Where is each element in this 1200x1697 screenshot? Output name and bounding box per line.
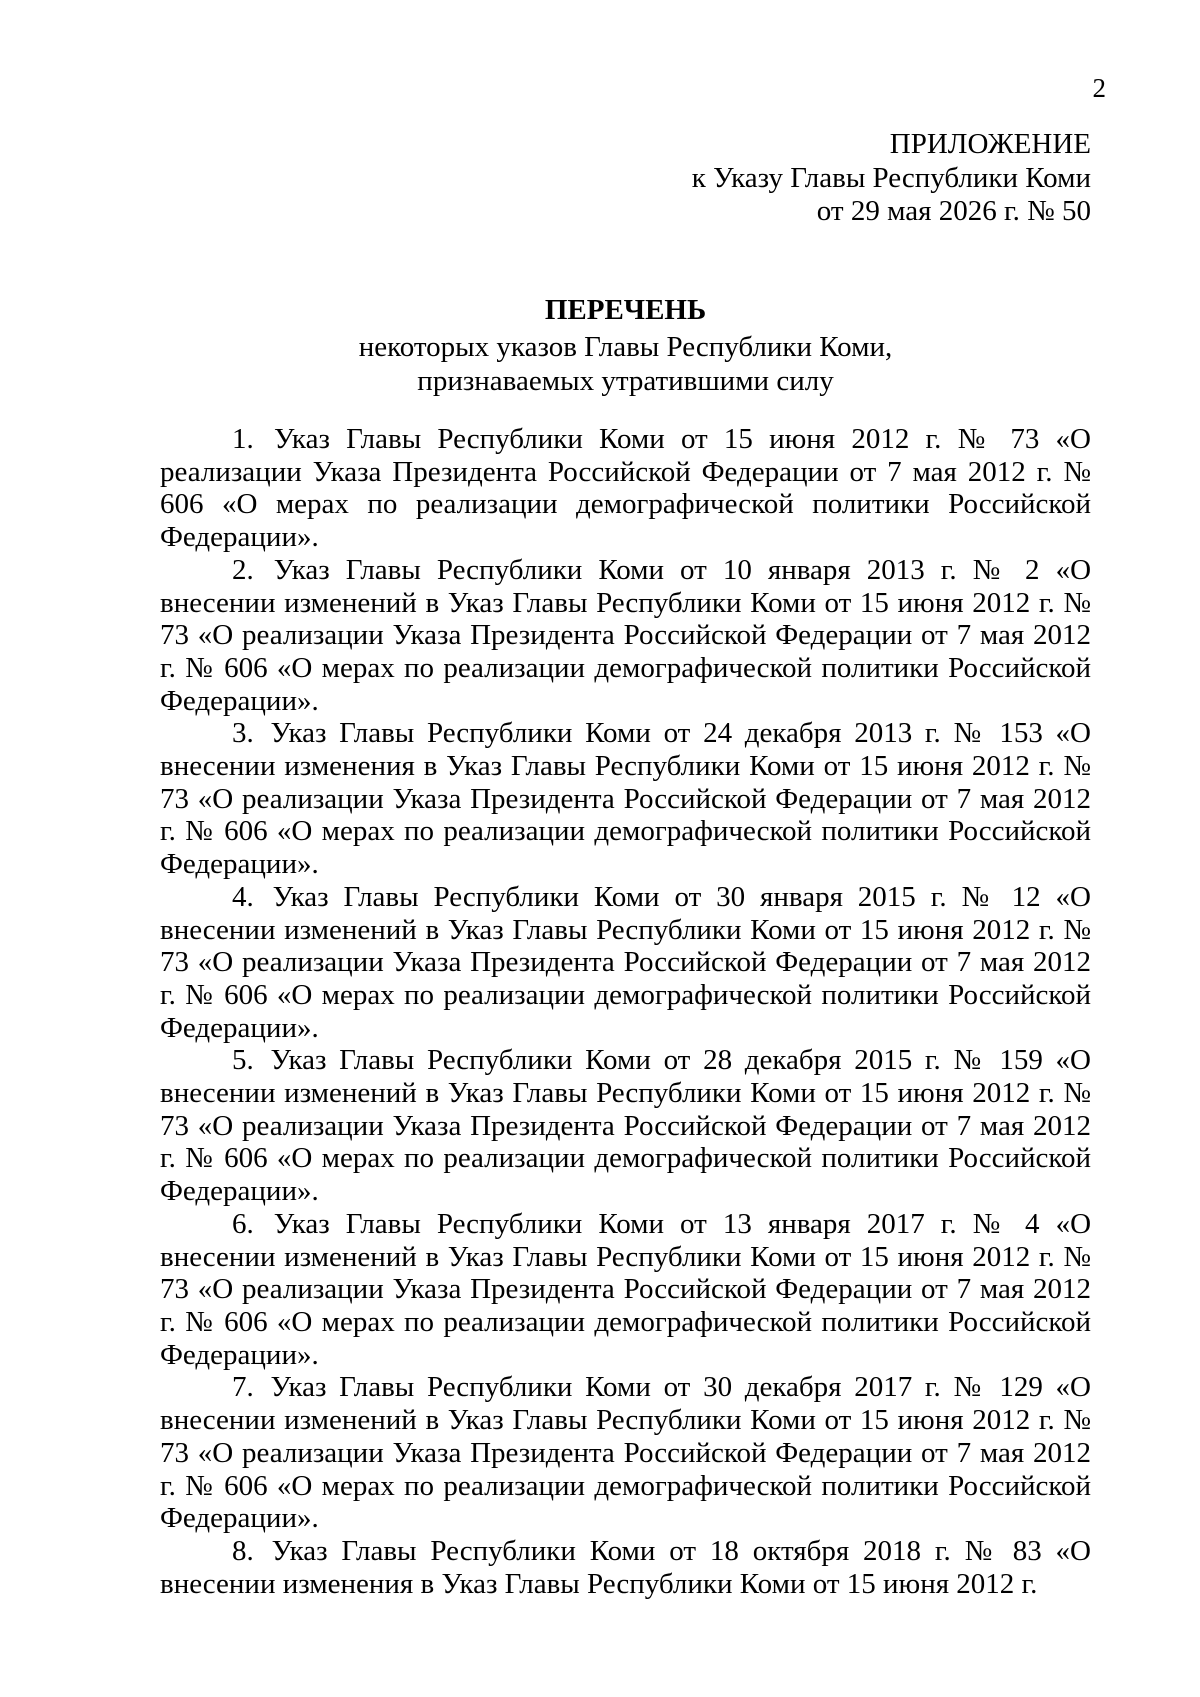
- appendix-label: ПРИЛОЖЕНИЕ: [889, 128, 1091, 160]
- list-item: [160, 1208, 1091, 1372]
- appendix-decree-ref: к Указу Главы Республики Коми: [691, 161, 1091, 194]
- list-item-text: Указ Главы Республики Коми от 24 декабря 2013 г. № 153 «О внесении изменения в Указ Главы Республики Коми от 15 июня 2012 г. № 73 «О реализации Указа Президента Российской Федерации от 7 мая 2012 г. № 606 «О мерах по реализации демографической политики Российской Федерации».: [160, 717, 1091, 881]
- list-item-text: Указ Главы Республики Коми от 18 октября 2018 г. № 83 «О внесении изменения в Указ Главы Республики Коми от 15 июня 2012 г.: [160, 1534, 1091, 1600]
- list-item: [160, 881, 1091, 1045]
- page-number: 2: [1092, 73, 1106, 103]
- list-item-number: 7.: [232, 1371, 254, 1404]
- list-item-number: 6.: [232, 1207, 254, 1240]
- list-item-number: 4.: [232, 880, 254, 913]
- list-item: [160, 423, 1091, 554]
- list-item: [160, 1535, 1091, 1600]
- list-item-number: 1.: [232, 423, 254, 455]
- list-item-text: Указ Главы Республики Коми от 30 января 2015 г. № 12 «О внесении изменений в Указ Главы Республики Коми от 15 июня 2012 г. № 73 «О реализации Указа Президента Российской Федерации от 7 мая 2012 г. № 606 «О мерах по реализации демографической политики Российской Федерации».: [160, 880, 1091, 1044]
- list-item: [160, 717, 1091, 881]
- list-item-text: Указ Главы Республики Коми от 13 января 2017 г. № 4 «О внесении изменений в Указ Главы Республики Коми от 15 июня 2012 г. № 73 «О реализации Указа Президента Российской Федерации от 7 мая 2012 г. № 606 «О мерах по реализации демографической политики Российской Федерации».: [160, 1207, 1092, 1371]
- document-title: ПЕРЕЧЕНЬ: [544, 294, 707, 326]
- list-item-number: 3.: [232, 717, 254, 750]
- list-item-text: Указ Главы Республики Коми от 30 декабря 2017 г. № 129 «О внесении изменений в Указ Главы Республики Коми от 15 июня 2012 г. № 73 «О реализации Указа Президента Российской Федерации от 7 мая 2012 г. № 606 «О мерах по реализации демографической политики Российской Федерации».: [160, 1371, 1091, 1535]
- list-item: [160, 554, 1091, 718]
- list-item: [160, 1044, 1091, 1208]
- document-subtitle-line1: некоторых указов Главы Республики Коми,: [358, 331, 893, 363]
- document-subtitle-line2: признаваемых утратившими силу: [417, 364, 834, 397]
- list-item-number: 2.: [232, 553, 254, 586]
- list-item: [160, 1371, 1091, 1535]
- list-item-text: Указ Главы Республики Коми от 28 декабря 2015 г. № 159 «О внесении изменений в Указ Главы Республики Коми от 15 июня 2012 г. № 73 «О реализации Указа Президента Российской Федерации от 7 мая 2012 г. № 606 «О мерах по реализации демографической политики Российской Федерации».: [160, 1044, 1091, 1208]
- list-item-number: 8.: [232, 1534, 254, 1567]
- list-item-number: 5.: [232, 1044, 254, 1077]
- decree-list: [160, 423, 1091, 1600]
- list-item-text: Указ Главы Республики Коми от 15 июня 2012 г. № 73 «О реализации Указа Президента Российской Федерации от 7 мая 2012 г. № 606 «О мерах по реализации демографической политики Российской Федерации».: [160, 423, 1091, 554]
- heading-block: [160, 294, 1091, 398]
- appendix-block: [560, 128, 1091, 229]
- list-item-text: Указ Главы Республики Коми от 10 января 2013 г. № 2 «О внесении изменений в Указ Главы Республики Коми от 15 июня 2012 г. № 73 «О реализации Указа Президента Российской Федерации от 7 мая 2012 г. № 606 «О мерах по реализации демографической политики Российской Федерации».: [160, 553, 1092, 717]
- appendix-decree-date: от 29 мая 2026 г. № 50: [816, 195, 1091, 227]
